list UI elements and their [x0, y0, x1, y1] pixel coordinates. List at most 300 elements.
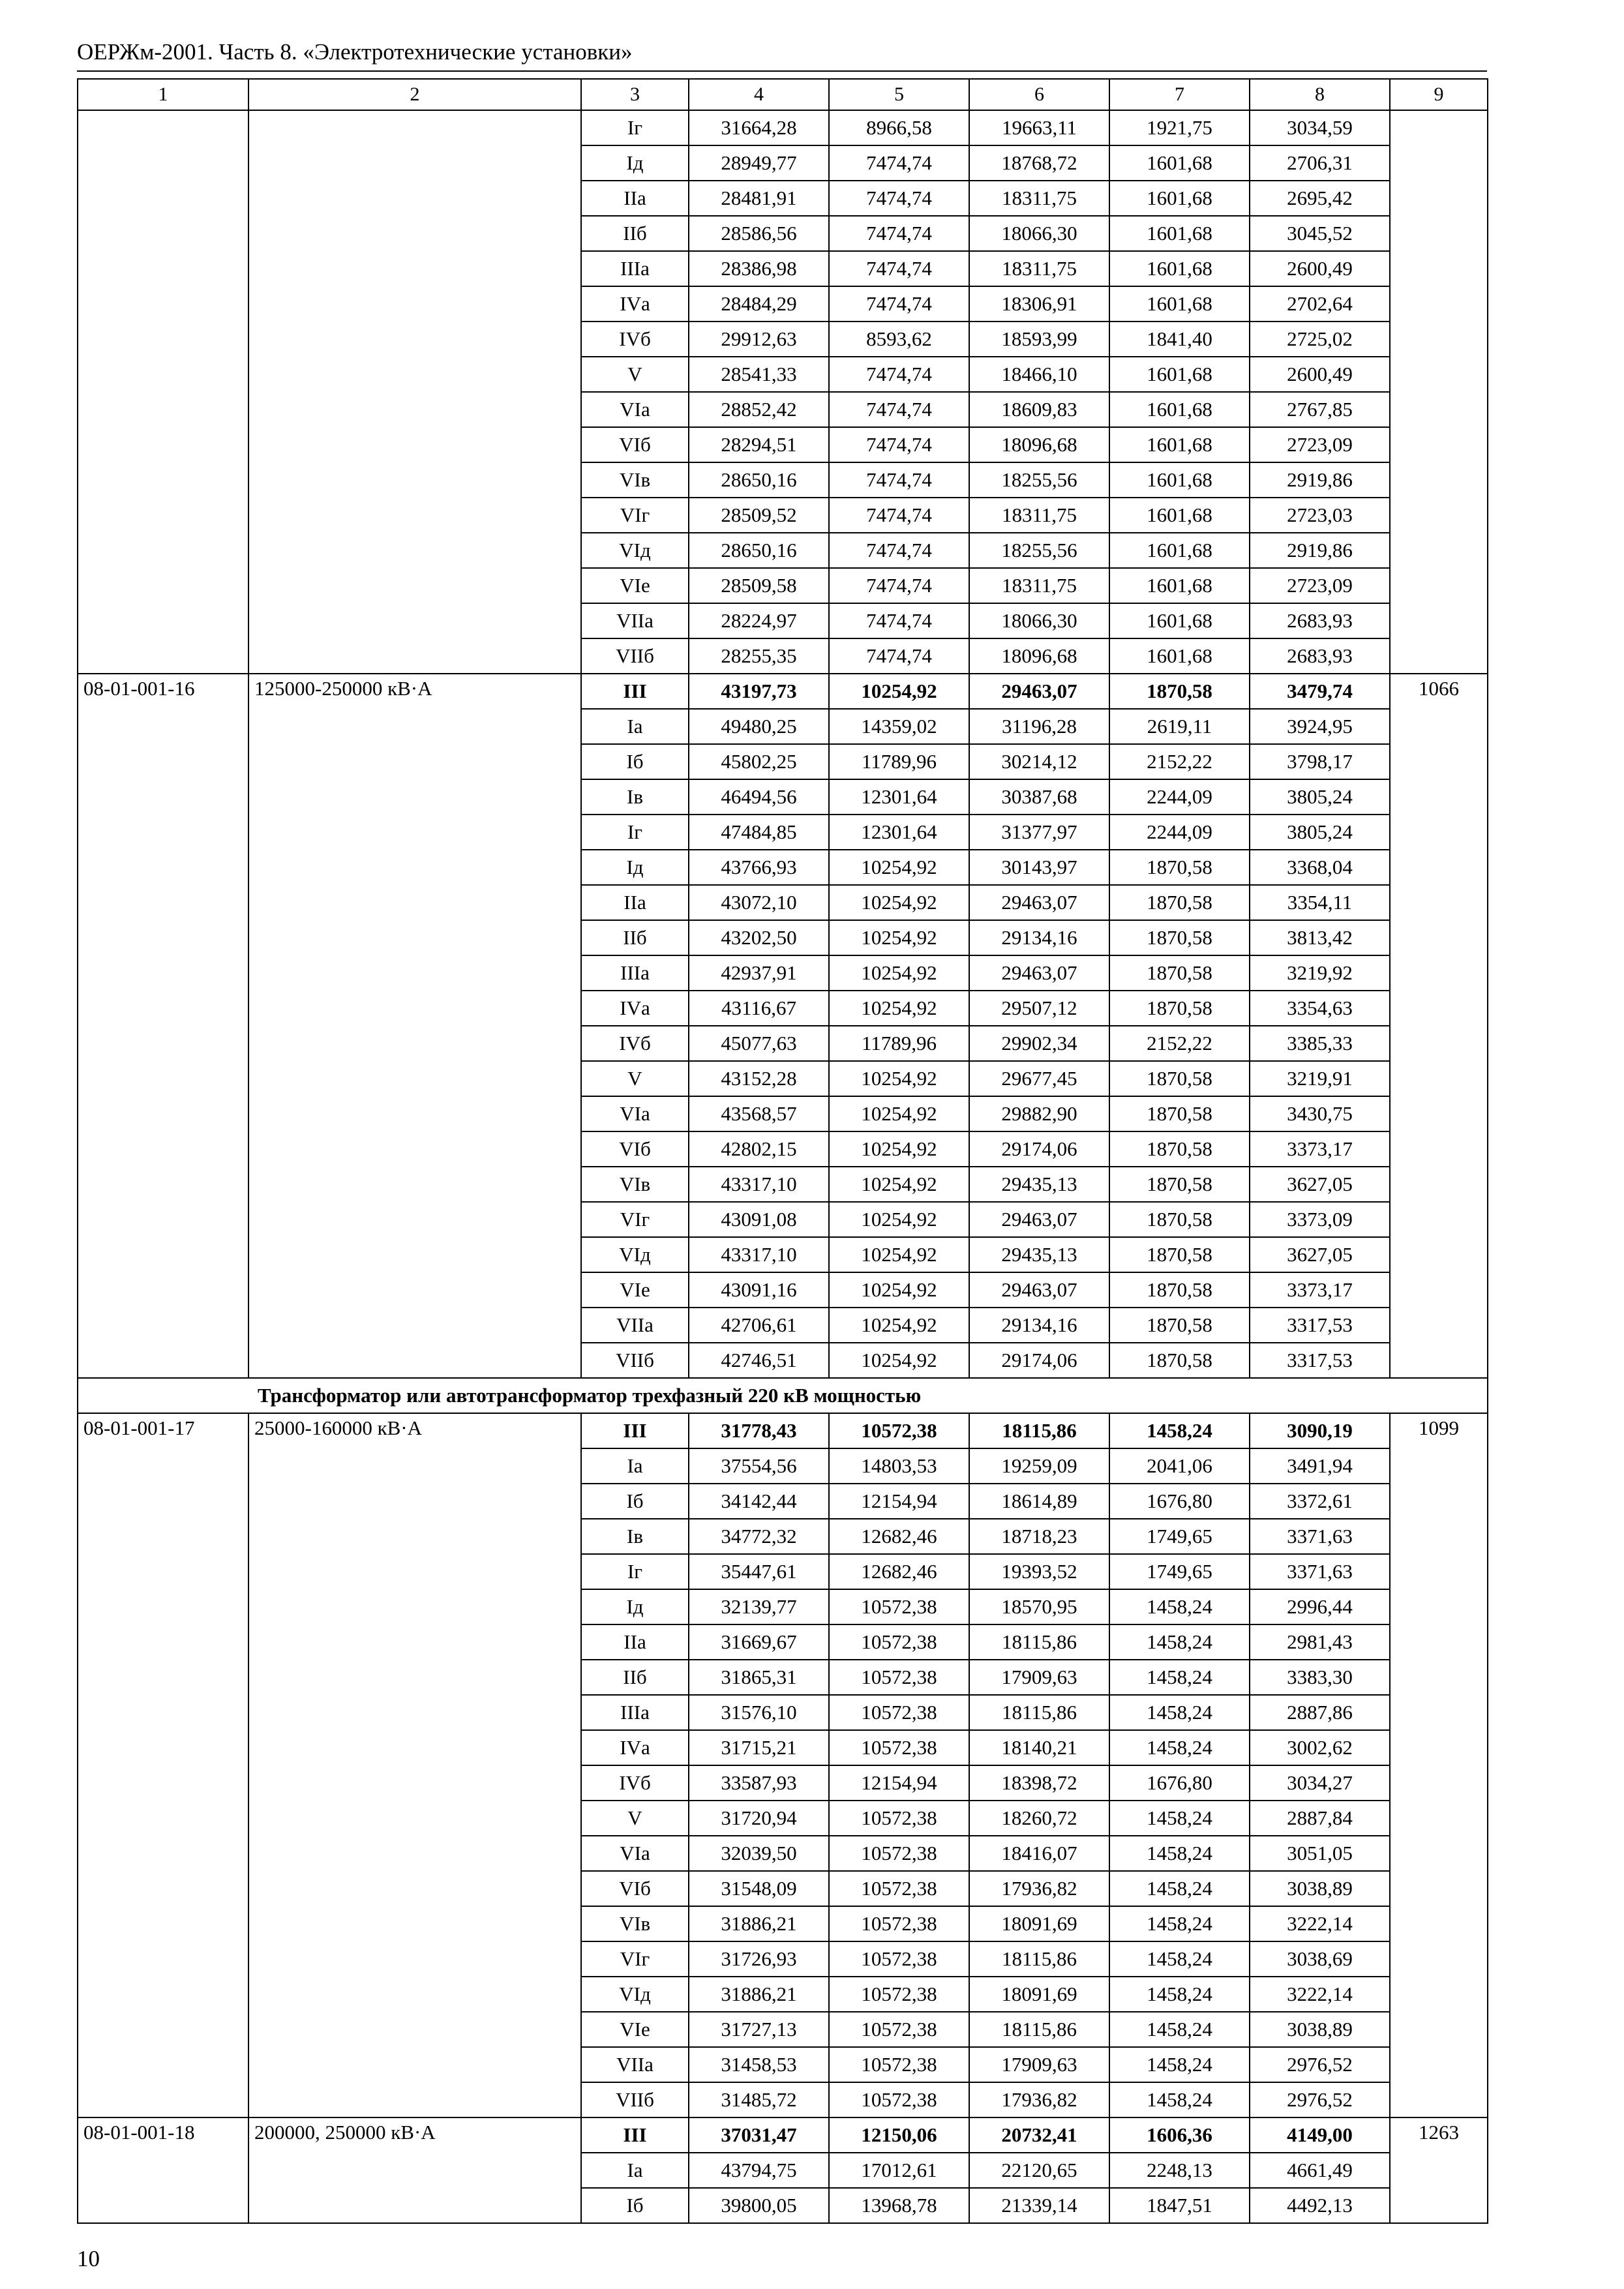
- value-cell: 2723,03: [1250, 498, 1390, 533]
- value-cell: 31886,21: [689, 1906, 829, 1941]
- value-cell: 29174,06: [969, 1343, 1109, 1378]
- value-cell: 31726,93: [689, 1941, 829, 1977]
- value-cell: 30143,97: [969, 850, 1109, 885]
- value-cell: 31720,94: [689, 1801, 829, 1836]
- value-cell: 18066,30: [969, 603, 1109, 638]
- value-cell: 11789,96: [829, 1026, 969, 1061]
- value-cell: 2725,02: [1250, 322, 1390, 357]
- value-cell: 3368,04: [1250, 850, 1390, 885]
- value-cell: 31715,21: [689, 1730, 829, 1765]
- zone-cell: VIа: [581, 1096, 689, 1131]
- value-cell: 12150,06: [829, 2117, 969, 2153]
- value-cell: 1601,68: [1109, 357, 1250, 392]
- value-cell: 7474,74: [829, 286, 969, 322]
- labor-norm: 1066: [1390, 674, 1488, 1378]
- value-cell: 3090,19: [1250, 1413, 1390, 1448]
- value-cell: 2600,49: [1250, 357, 1390, 392]
- value-cell: 10254,92: [829, 850, 969, 885]
- value-cell: 7474,74: [829, 145, 969, 181]
- labor-norm: 1263: [1390, 2117, 1488, 2223]
- value-cell: 34142,44: [689, 1484, 829, 1519]
- value-cell: 1749,65: [1109, 1554, 1250, 1589]
- value-cell: 28650,16: [689, 462, 829, 498]
- value-cell: 31377,97: [969, 815, 1109, 850]
- value-cell: 43152,28: [689, 1061, 829, 1096]
- zone-cell: VIв: [581, 1167, 689, 1202]
- value-cell: 18096,68: [969, 427, 1109, 462]
- value-cell: 35447,61: [689, 1554, 829, 1589]
- value-cell: 1458,24: [1109, 1589, 1250, 1624]
- value-cell: 18609,83: [969, 392, 1109, 427]
- value-cell: 29677,45: [969, 1061, 1109, 1096]
- zone-cell: VIд: [581, 1237, 689, 1272]
- zone-cell: Iв: [581, 779, 689, 815]
- value-cell: 28481,91: [689, 181, 829, 216]
- value-cell: 1601,68: [1109, 498, 1250, 533]
- value-cell: 2723,09: [1250, 568, 1390, 603]
- value-cell: 18115,86: [969, 2012, 1109, 2047]
- value-cell: 3038,69: [1250, 1941, 1390, 1977]
- zone-cell: Iб: [581, 2188, 689, 2223]
- value-cell: 19393,52: [969, 1554, 1109, 1589]
- value-cell: 3813,42: [1250, 920, 1390, 955]
- value-cell: 4661,49: [1250, 2153, 1390, 2188]
- value-cell: 1841,40: [1109, 322, 1250, 357]
- value-cell: 19663,11: [969, 110, 1109, 145]
- value-cell: 43202,50: [689, 920, 829, 955]
- value-cell: 18260,72: [969, 1801, 1109, 1836]
- value-cell: 2152,22: [1109, 744, 1250, 779]
- value-cell: 28255,35: [689, 638, 829, 674]
- column-number: 5: [829, 79, 969, 110]
- value-cell: 1601,68: [1109, 568, 1250, 603]
- zone-cell: VIг: [581, 1202, 689, 1237]
- value-cell: 29463,07: [969, 1202, 1109, 1237]
- value-cell: 18416,07: [969, 1836, 1109, 1871]
- value-cell: 1870,58: [1109, 1237, 1250, 1272]
- zone-cell: IVб: [581, 1026, 689, 1061]
- value-cell: 31576,10: [689, 1695, 829, 1730]
- value-cell: 43091,08: [689, 1202, 829, 1237]
- value-cell: 2976,52: [1250, 2047, 1390, 2082]
- value-cell: 3034,27: [1250, 1765, 1390, 1801]
- value-cell: 47484,85: [689, 815, 829, 850]
- value-cell: 10254,92: [829, 1237, 969, 1272]
- rate-code: 08-01-001-18: [78, 2117, 248, 2223]
- value-cell: 2887,84: [1250, 1801, 1390, 1836]
- value-cell: 10572,38: [829, 1977, 969, 2012]
- zone-cell: Iд: [581, 1589, 689, 1624]
- value-cell: 10254,92: [829, 1272, 969, 1308]
- rate-name: [248, 110, 581, 674]
- value-cell: 1458,24: [1109, 2047, 1250, 2082]
- zone-cell: Iб: [581, 1484, 689, 1519]
- zone-cell: IVа: [581, 1730, 689, 1765]
- value-cell: 1601,68: [1109, 427, 1250, 462]
- value-cell: 1870,58: [1109, 674, 1250, 709]
- zone-cell: VIд: [581, 1977, 689, 2012]
- value-cell: 31727,13: [689, 2012, 829, 2047]
- zone-cell: VIд: [581, 533, 689, 568]
- zone-cell: VIв: [581, 1906, 689, 1941]
- value-cell: 1458,24: [1109, 1695, 1250, 1730]
- value-cell: 10254,92: [829, 1096, 969, 1131]
- value-cell: 1458,24: [1109, 1941, 1250, 1977]
- value-cell: 28852,42: [689, 392, 829, 427]
- value-cell: 3924,95: [1250, 709, 1390, 744]
- value-cell: 20732,41: [969, 2117, 1109, 2153]
- value-cell: 2976,52: [1250, 2082, 1390, 2117]
- value-cell: 1458,24: [1109, 1836, 1250, 1871]
- value-cell: 22120,65: [969, 2153, 1109, 2188]
- value-cell: 29134,16: [969, 1308, 1109, 1343]
- value-cell: 1870,58: [1109, 920, 1250, 955]
- table-row: [78, 1413, 1488, 1448]
- value-cell: 28509,58: [689, 568, 829, 603]
- value-cell: 43766,93: [689, 850, 829, 885]
- zone-cell: IIIа: [581, 1695, 689, 1730]
- section-title-row: [78, 1378, 1488, 1413]
- zone-cell: IIа: [581, 885, 689, 920]
- value-cell: 2600,49: [1250, 251, 1390, 286]
- section-title: Трансформатор или автотрансформатор трехфазный 220 кВ мощностью: [78, 1378, 1488, 1413]
- table-row: [78, 674, 1488, 709]
- value-cell: 3798,17: [1250, 744, 1390, 779]
- value-cell: 1870,58: [1109, 1131, 1250, 1167]
- value-cell: 2041,06: [1109, 1448, 1250, 1484]
- value-cell: 1458,24: [1109, 1660, 1250, 1695]
- column-number: 1: [78, 79, 248, 110]
- value-cell: 14803,53: [829, 1448, 969, 1484]
- value-cell: 31778,43: [689, 1413, 829, 1448]
- value-cell: 29134,16: [969, 920, 1109, 955]
- value-cell: 18306,91: [969, 286, 1109, 322]
- zone-cell: Iа: [581, 709, 689, 744]
- column-number: 2: [248, 79, 581, 110]
- value-cell: 1458,24: [1109, 2082, 1250, 2117]
- zone-cell: VIIа: [581, 603, 689, 638]
- zone-cell: Iа: [581, 2153, 689, 2188]
- value-cell: 7474,74: [829, 638, 969, 674]
- value-cell: 17936,82: [969, 2082, 1109, 2117]
- value-cell: 7474,74: [829, 357, 969, 392]
- zone-cell: IIIа: [581, 955, 689, 991]
- value-cell: 29882,90: [969, 1096, 1109, 1131]
- value-cell: 1870,58: [1109, 850, 1250, 885]
- column-number: 4: [689, 79, 829, 110]
- value-cell: 18115,86: [969, 1413, 1109, 1448]
- zone-cell: VIIб: [581, 638, 689, 674]
- value-cell: 3430,75: [1250, 1096, 1390, 1131]
- value-cell: 3373,17: [1250, 1272, 1390, 1308]
- value-cell: 18593,99: [969, 322, 1109, 357]
- value-cell: 32139,77: [689, 1589, 829, 1624]
- value-cell: 12682,46: [829, 1554, 969, 1589]
- table-row: [78, 110, 1488, 145]
- zone-cell: IIб: [581, 216, 689, 251]
- value-cell: 31485,72: [689, 2082, 829, 2117]
- value-cell: 28541,33: [689, 357, 829, 392]
- zone-cell: V: [581, 1061, 689, 1096]
- value-cell: 1676,80: [1109, 1484, 1250, 1519]
- zone-cell: III: [581, 1413, 689, 1448]
- value-cell: 10572,38: [829, 1871, 969, 1906]
- value-cell: 3317,53: [1250, 1343, 1390, 1378]
- value-cell: 42746,51: [689, 1343, 829, 1378]
- zone-cell: VIа: [581, 392, 689, 427]
- value-cell: 3627,05: [1250, 1237, 1390, 1272]
- table-row: [78, 2117, 1488, 2153]
- value-cell: 2152,22: [1109, 1026, 1250, 1061]
- value-cell: 30214,12: [969, 744, 1109, 779]
- value-cell: 28586,56: [689, 216, 829, 251]
- rate-name: 200000, 250000 кВ·А: [248, 2117, 581, 2223]
- value-cell: 7474,74: [829, 603, 969, 638]
- zone-cell: VIб: [581, 427, 689, 462]
- value-cell: 2723,09: [1250, 427, 1390, 462]
- zone-cell: VIIб: [581, 1343, 689, 1378]
- value-cell: 1601,68: [1109, 533, 1250, 568]
- value-cell: 4149,00: [1250, 2117, 1390, 2153]
- value-cell: 2248,13: [1109, 2153, 1250, 2188]
- zone-cell: Iг: [581, 1554, 689, 1589]
- zone-cell: VIе: [581, 2012, 689, 2047]
- column-number: 9: [1390, 79, 1488, 110]
- value-cell: 43116,67: [689, 991, 829, 1026]
- value-cell: 43091,16: [689, 1272, 829, 1308]
- value-cell: 7474,74: [829, 533, 969, 568]
- value-cell: 46494,56: [689, 779, 829, 815]
- value-cell: 1458,24: [1109, 1871, 1250, 1906]
- value-cell: 18091,69: [969, 1906, 1109, 1941]
- value-cell: 37554,56: [689, 1448, 829, 1484]
- rates-table: [77, 78, 1488, 2224]
- value-cell: 10254,92: [829, 674, 969, 709]
- value-cell: 34772,32: [689, 1519, 829, 1554]
- value-cell: 2767,85: [1250, 392, 1390, 427]
- value-cell: 1458,24: [1109, 1624, 1250, 1660]
- value-cell: 10572,38: [829, 1589, 969, 1624]
- value-cell: 3479,74: [1250, 674, 1390, 709]
- value-cell: 10572,38: [829, 1836, 969, 1871]
- value-cell: 39800,05: [689, 2188, 829, 2223]
- zone-cell: IIа: [581, 1624, 689, 1660]
- value-cell: 31458,53: [689, 2047, 829, 2082]
- value-cell: 2683,93: [1250, 638, 1390, 674]
- value-cell: 2702,64: [1250, 286, 1390, 322]
- zone-cell: VIг: [581, 498, 689, 533]
- value-cell: 10254,92: [829, 991, 969, 1026]
- value-cell: 45077,63: [689, 1026, 829, 1061]
- zone-cell: VIе: [581, 568, 689, 603]
- value-cell: 2981,43: [1250, 1624, 1390, 1660]
- zone-cell: IVб: [581, 1765, 689, 1801]
- value-cell: 3038,89: [1250, 2012, 1390, 2047]
- value-cell: 10254,92: [829, 1061, 969, 1096]
- value-cell: 10254,92: [829, 1202, 969, 1237]
- zone-cell: Iд: [581, 850, 689, 885]
- value-cell: 17936,82: [969, 1871, 1109, 1906]
- value-cell: 31196,28: [969, 709, 1109, 744]
- value-cell: 3222,14: [1250, 1977, 1390, 2012]
- value-cell: 10572,38: [829, 1660, 969, 1695]
- zone-cell: III: [581, 2117, 689, 2153]
- value-cell: 31664,28: [689, 110, 829, 145]
- value-cell: 18311,75: [969, 498, 1109, 533]
- value-cell: 10572,38: [829, 1413, 969, 1448]
- value-cell: 17012,61: [829, 2153, 969, 2188]
- value-cell: 12301,64: [829, 815, 969, 850]
- value-cell: 13968,78: [829, 2188, 969, 2223]
- value-cell: 43072,10: [689, 885, 829, 920]
- value-cell: 1601,68: [1109, 251, 1250, 286]
- value-cell: 29463,07: [969, 674, 1109, 709]
- column-number: 3: [581, 79, 689, 110]
- value-cell: 1601,68: [1109, 145, 1250, 181]
- value-cell: 3805,24: [1250, 815, 1390, 850]
- value-cell: 18066,30: [969, 216, 1109, 251]
- value-cell: 42706,61: [689, 1308, 829, 1343]
- value-cell: 10254,92: [829, 955, 969, 991]
- zone-cell: VIIа: [581, 2047, 689, 2082]
- value-cell: 10254,92: [829, 885, 969, 920]
- value-cell: 28294,51: [689, 427, 829, 462]
- value-cell: 21339,14: [969, 2188, 1109, 2223]
- value-cell: 12154,94: [829, 1484, 969, 1519]
- value-cell: 1870,58: [1109, 1167, 1250, 1202]
- value-cell: 31865,31: [689, 1660, 829, 1695]
- value-cell: 10572,38: [829, 2047, 969, 2082]
- value-cell: 10254,92: [829, 1167, 969, 1202]
- value-cell: 7474,74: [829, 181, 969, 216]
- zone-cell: Iб: [581, 744, 689, 779]
- zone-cell: IIа: [581, 181, 689, 216]
- value-cell: 3317,53: [1250, 1308, 1390, 1343]
- value-cell: 3002,62: [1250, 1730, 1390, 1765]
- value-cell: 28509,52: [689, 498, 829, 533]
- value-cell: 3372,61: [1250, 1484, 1390, 1519]
- zone-cell: IIб: [581, 920, 689, 955]
- value-cell: 17909,63: [969, 1660, 1109, 1695]
- value-cell: 30387,68: [969, 779, 1109, 815]
- zone-cell: VIб: [581, 1871, 689, 1906]
- value-cell: 11789,96: [829, 744, 969, 779]
- value-cell: 3627,05: [1250, 1167, 1390, 1202]
- value-cell: 2244,09: [1109, 779, 1250, 815]
- value-cell: 1870,58: [1109, 1096, 1250, 1131]
- rate-name: 25000-160000 кВ·А: [248, 1413, 581, 2117]
- column-number: 8: [1250, 79, 1390, 110]
- value-cell: 7474,74: [829, 498, 969, 533]
- value-cell: 3222,14: [1250, 1906, 1390, 1941]
- value-cell: 1458,24: [1109, 1413, 1250, 1448]
- value-cell: 12301,64: [829, 779, 969, 815]
- value-cell: 17909,63: [969, 2047, 1109, 2082]
- value-cell: 1458,24: [1109, 1801, 1250, 1836]
- value-cell: 3034,59: [1250, 110, 1390, 145]
- zone-cell: VIе: [581, 1272, 689, 1308]
- value-cell: 1601,68: [1109, 603, 1250, 638]
- value-cell: 29463,07: [969, 1272, 1109, 1308]
- rate-code: [78, 110, 248, 674]
- value-cell: 1458,24: [1109, 1906, 1250, 1941]
- zone-cell: VIг: [581, 1941, 689, 1977]
- value-cell: 1458,24: [1109, 1730, 1250, 1765]
- value-cell: 3371,63: [1250, 1519, 1390, 1554]
- value-cell: 1601,68: [1109, 462, 1250, 498]
- value-cell: 7474,74: [829, 462, 969, 498]
- value-cell: 29463,07: [969, 955, 1109, 991]
- rate-name: 125000-250000 кВ·А: [248, 674, 581, 1378]
- value-cell: 43794,75: [689, 2153, 829, 2188]
- value-cell: 18115,86: [969, 1624, 1109, 1660]
- value-cell: 2706,31: [1250, 145, 1390, 181]
- column-number-row: [78, 79, 1488, 110]
- value-cell: 3805,24: [1250, 779, 1390, 815]
- rate-code: 08-01-001-17: [78, 1413, 248, 2117]
- zone-cell: Iа: [581, 1448, 689, 1484]
- value-cell: 42937,91: [689, 955, 829, 991]
- value-cell: 10572,38: [829, 1695, 969, 1730]
- value-cell: 3373,09: [1250, 1202, 1390, 1237]
- value-cell: 3385,33: [1250, 1026, 1390, 1061]
- zone-cell: VIб: [581, 1131, 689, 1167]
- value-cell: 10254,92: [829, 1308, 969, 1343]
- value-cell: 1870,58: [1109, 955, 1250, 991]
- value-cell: 7474,74: [829, 392, 969, 427]
- value-cell: 18115,86: [969, 1941, 1109, 1977]
- value-cell: 43568,57: [689, 1096, 829, 1131]
- value-cell: 29902,34: [969, 1026, 1109, 1061]
- value-cell: 18311,75: [969, 251, 1109, 286]
- value-cell: 1601,68: [1109, 181, 1250, 216]
- value-cell: 14359,02: [829, 709, 969, 744]
- value-cell: 1749,65: [1109, 1519, 1250, 1554]
- value-cell: 7474,74: [829, 251, 969, 286]
- value-cell: 18311,75: [969, 568, 1109, 603]
- value-cell: 42802,15: [689, 1131, 829, 1167]
- value-cell: 1458,24: [1109, 2012, 1250, 2047]
- value-cell: 1870,58: [1109, 1308, 1250, 1343]
- value-cell: 18115,86: [969, 1695, 1109, 1730]
- value-cell: 43317,10: [689, 1237, 829, 1272]
- value-cell: 18466,10: [969, 357, 1109, 392]
- value-cell: 29463,07: [969, 885, 1109, 920]
- value-cell: 31548,09: [689, 1871, 829, 1906]
- column-number: 6: [969, 79, 1109, 110]
- value-cell: 31669,67: [689, 1624, 829, 1660]
- value-cell: 8593,62: [829, 322, 969, 357]
- value-cell: 18614,89: [969, 1484, 1109, 1519]
- value-cell: 10572,38: [829, 1801, 969, 1836]
- value-cell: 18255,56: [969, 462, 1109, 498]
- value-cell: 12154,94: [829, 1765, 969, 1801]
- value-cell: 2887,86: [1250, 1695, 1390, 1730]
- value-cell: 7474,74: [829, 216, 969, 251]
- value-cell: 10572,38: [829, 1730, 969, 1765]
- value-cell: 28224,97: [689, 603, 829, 638]
- value-cell: 18768,72: [969, 145, 1109, 181]
- zone-cell: Iд: [581, 145, 689, 181]
- value-cell: 19259,09: [969, 1448, 1109, 1484]
- value-cell: 18255,56: [969, 533, 1109, 568]
- labor-norm: [1390, 110, 1488, 674]
- value-cell: 3354,11: [1250, 885, 1390, 920]
- zone-cell: V: [581, 357, 689, 392]
- value-cell: 29174,06: [969, 1131, 1109, 1167]
- value-cell: 10254,92: [829, 1131, 969, 1167]
- value-cell: 1870,58: [1109, 885, 1250, 920]
